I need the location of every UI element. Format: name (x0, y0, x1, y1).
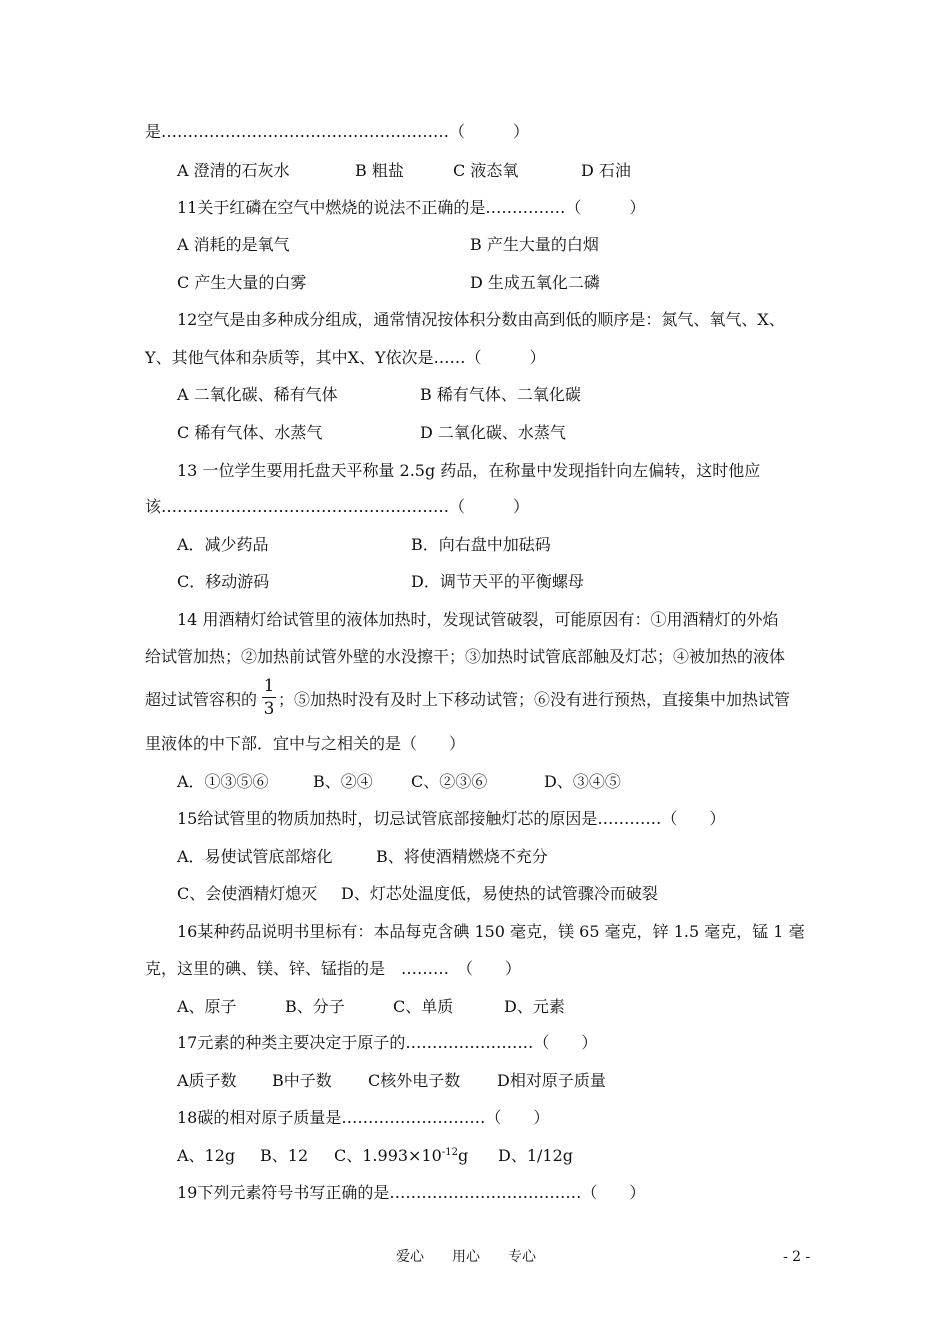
q14-stem-line3-end: ；⑤加热时没有及时上下移动试管；⑥没有进行预热，直接集中加热试管 (278, 690, 791, 709)
q13-stem-line1: 13 一位学生要用托盘天平称量 2.5g 药品，在称量中发现指针向左偏转，这时他应 (177, 461, 761, 480)
q16-stem-line2: 克，这里的碘、镁、锌、锰指的是 ……… （ ） (145, 959, 522, 978)
q15-option-b: B、将使酒精燃烧不充分 (376, 847, 548, 866)
q11-option-b: B 产生大量的白烟 (470, 235, 599, 254)
q12-option-d: D 二氧化碳、水蒸气 (420, 423, 566, 442)
q15-option-c: C、会使酒精灯熄灭 (177, 884, 318, 903)
q11-option-c: C 产生大量的白雾 (177, 273, 307, 292)
q17-option-c: C核外电子数 (368, 1071, 461, 1090)
q16-option-c: C、单质 (393, 997, 454, 1016)
q13-option-b: B．向右盘中加砝码 (411, 535, 551, 554)
q10-option-b: B 粗盐 (355, 161, 404, 180)
q18-option-c-base: C、1.993×10 (334, 1146, 442, 1165)
q19-stem: 19下列元素符号书写正确的是………………………………（ ） (177, 1183, 646, 1202)
q14-option-d: D、③④⑤ (544, 772, 621, 791)
q11-stem: 11关于红磷在空气中燃烧的说法不正确的是……………（ ） (177, 198, 646, 217)
q18-option-c (334, 1146, 468, 1166)
q13-option-a: A．减少药品 (177, 535, 269, 554)
q13-option-c: C．移动游码 (177, 572, 270, 591)
q11-option-a: A 消耗的是氧气 (177, 235, 290, 254)
q14-option-a: A．①③⑤⑥ (177, 772, 269, 791)
q10-option-c: C 液态氧 (453, 161, 519, 180)
fraction-bar (262, 697, 276, 698)
q15-stem: 15给试管里的物质加热时，切忌试管底部接触灯芯的原因是…………（ ） (177, 809, 726, 828)
page-number: - 2 - (783, 1249, 811, 1265)
q14-stem-line3-start: 超过试管容积的 (145, 690, 258, 709)
q13-option-d: D．调节天平的平衡螺母 (411, 572, 584, 591)
q14-option-c: C、②③⑥ (411, 772, 488, 791)
q15-option-a: A．易使试管底部熔化 (177, 847, 333, 866)
q18-option-a: A、12g (177, 1146, 236, 1165)
q14-stem-line2: 给试管加热；②加热前试管外壁的水没擦干；③加热时试管底部触及灯芯；④被加热的液体 (145, 647, 786, 666)
q14-stem-line4: 里液体的中下部．宜中与之相关的是（ ） (145, 734, 466, 753)
fraction-denominator: 3 (263, 699, 275, 719)
q12-option-a: A 二氧化碳、稀有气体 (177, 385, 338, 404)
q12-stem-line2: Y、其他气体和杂质等，其中X、Y依次是……（ ） (145, 348, 546, 367)
q16-option-b: B、分子 (285, 997, 345, 1016)
q16-stem-line1: 16某种药品说明书里标有：本品每克含碘 150 毫克，镁 65 毫克，锌 1.5 毫克，锰 1 毫 (177, 922, 805, 941)
q18-stem: 18碳的相对原子质量是………………………（ ） (177, 1108, 550, 1127)
q18-option-c-exponent: -12 (441, 1147, 458, 1158)
footer-motto: 爱心 用心 专心 (396, 1249, 536, 1265)
q18-option-c-unit: g (457, 1146, 469, 1165)
q18-option-b: B、12 (260, 1146, 309, 1165)
fraction-numerator: 1 (263, 676, 275, 696)
fraction-one-third (262, 677, 276, 718)
q17-option-b: B中子数 (272, 1071, 332, 1090)
q17-option-a: A质子数 (177, 1071, 237, 1090)
q10-option-a: A 澄清的石灰水 (177, 161, 290, 180)
q10-stem-end: 是………………………………………………（ ） (145, 122, 530, 141)
q14-stem-line1: 14 用酒精灯给试管里的液体加热时，发现试管破裂，可能原因有：①用酒精灯的外焰 (177, 610, 779, 629)
q11-option-d: D 生成五氧化二磷 (470, 273, 600, 292)
q18-option-d: D、1/12g (498, 1146, 574, 1165)
q17-option-d: D相对原子质量 (497, 1071, 606, 1090)
q10-option-d: D 石油 (581, 161, 631, 180)
q13-stem-line2: 该………………………………………………（ ） (145, 497, 530, 516)
q14-option-b: B、②④ (313, 772, 373, 791)
q16-option-d: D、元素 (504, 997, 565, 1016)
q12-stem-line1: 12空气是由多种成分组成，通常情况按体积分数由高到低的顺序是：氮气、氧气、X、 (177, 310, 785, 329)
q16-option-a: A、原子 (177, 997, 237, 1016)
q17-stem: 17元素的种类主要决定于原子的……………………（ ） (177, 1033, 598, 1052)
q12-option-c: C 稀有气体、水蒸气 (177, 423, 323, 442)
q15-option-d: D、灯芯处温度低，易使热的试管骤冷而破裂 (341, 884, 658, 903)
q12-option-b: B 稀有气体、二氧化碳 (420, 385, 581, 404)
